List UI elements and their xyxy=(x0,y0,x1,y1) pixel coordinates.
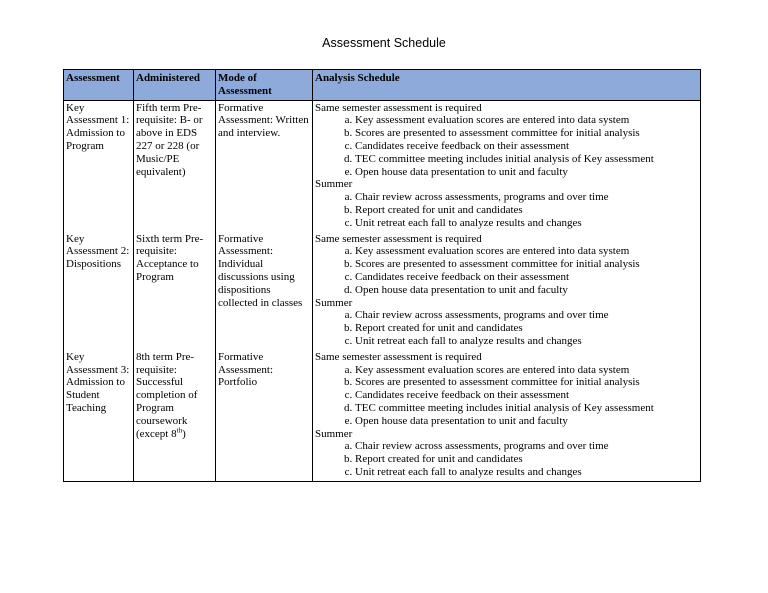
semester-heading: Same semester assessment is required xyxy=(315,350,482,363)
ordinal-suffix: th xyxy=(176,425,183,434)
summer-list xyxy=(315,309,698,347)
cell-assessment: Key Assessment 2: Dispositions xyxy=(64,232,134,350)
list-item: e. Open house data presentation to unit and faculty xyxy=(355,166,698,179)
cell-administered: Sixth term Pre-requisite: Acceptance to Program xyxy=(134,232,216,350)
cell-assessment: Key Assessment 1: Admission to Program xyxy=(64,100,134,231)
table-header-row xyxy=(64,70,701,101)
page-title: Assessment Schedule xyxy=(322,36,446,50)
list-item: b. Report created for unit and candidates xyxy=(355,453,698,466)
summer-heading: Summer xyxy=(315,427,353,440)
list-item: a. Key assessment evaluation scores are entered into data system xyxy=(355,114,698,127)
header-administered: Administered xyxy=(134,70,216,101)
cell-analysis xyxy=(313,100,701,231)
assessment-schedule-table xyxy=(63,69,701,482)
table-row xyxy=(64,100,701,231)
list-item: e. Open house data presentation to unit and faculty xyxy=(355,415,698,428)
cell-administered: Fifth term Pre-requisite: B- or above in EDS 227 or 228 (or Music/PE equivalent) xyxy=(134,100,216,231)
administered-text: 8th term Pre-requisite: Successful completion of Program coursework (except 8 xyxy=(136,350,198,440)
list-item: d. TEC committee meeting includes initial analysis of Key assessment xyxy=(355,402,698,415)
list-item: b. Scores are presented to assessment committee for initial analysis xyxy=(355,258,698,271)
cell-analysis xyxy=(313,350,701,481)
semester-list xyxy=(315,245,698,296)
cell-mode: Formative Assessment: Individual discussions using dispositions collected in classes xyxy=(216,232,313,350)
list-item: c. Candidates receive feedback on their assessment xyxy=(355,140,698,153)
cell-analysis xyxy=(313,232,701,350)
list-item: d. Open house data presentation to unit and faculty xyxy=(355,284,698,297)
summer-heading: Summer xyxy=(315,178,353,191)
list-item: c. Unit retreat each fall to analyze results and changes xyxy=(355,466,698,479)
table-row xyxy=(64,232,701,350)
cell-mode: Formative Assessment: Written and interview. xyxy=(216,100,313,231)
cell-assessment: Key Assessment 3: Admission to Student Teaching xyxy=(64,350,134,481)
cell-administered xyxy=(134,350,216,481)
list-item: a. Key assessment evaluation scores are entered into data system xyxy=(355,245,698,258)
list-item: c. Candidates receive feedback on their assessment xyxy=(355,389,698,402)
table-row xyxy=(64,350,701,481)
administered-text-end: ) xyxy=(182,427,186,440)
list-item: b. Scores are presented to assessment committee for initial analysis xyxy=(355,376,698,389)
list-item: a. Chair review across assessments, programs and over time xyxy=(355,440,698,453)
list-item: b. Scores are presented to assessment committee for initial analysis xyxy=(355,127,698,140)
list-item: c. Candidates receive feedback on their assessment xyxy=(355,271,698,284)
semester-heading: Same semester assessment is required xyxy=(315,232,482,245)
list-item: a. Chair review across assessments, programs and over time xyxy=(355,309,698,322)
list-item: b. Report created for unit and candidates xyxy=(355,204,698,217)
summer-list xyxy=(315,440,698,478)
header-mode: Mode of Assessment xyxy=(216,70,313,101)
cell-mode: Formative Assessment: Portfolio xyxy=(216,350,313,481)
list-item: c. Unit retreat each fall to analyze results and changes xyxy=(355,335,698,348)
header-assessment: Assessment xyxy=(64,70,134,101)
list-item: d. TEC committee meeting includes initial analysis of Key assessment xyxy=(355,153,698,166)
semester-list xyxy=(315,364,698,428)
semester-list xyxy=(315,114,698,178)
header-analysis-schedule: Analysis Schedule xyxy=(313,70,701,101)
list-item: c. Unit retreat each fall to analyze results and changes xyxy=(355,217,698,230)
summer-heading: Summer xyxy=(315,296,353,309)
list-item: a. Key assessment evaluation scores are entered into data system xyxy=(355,364,698,377)
semester-heading: Same semester assessment is required xyxy=(315,101,482,114)
list-item: b. Report created for unit and candidates xyxy=(355,322,698,335)
summer-list xyxy=(315,191,698,229)
list-item: a. Chair review across assessments, programs and over time xyxy=(355,191,698,204)
